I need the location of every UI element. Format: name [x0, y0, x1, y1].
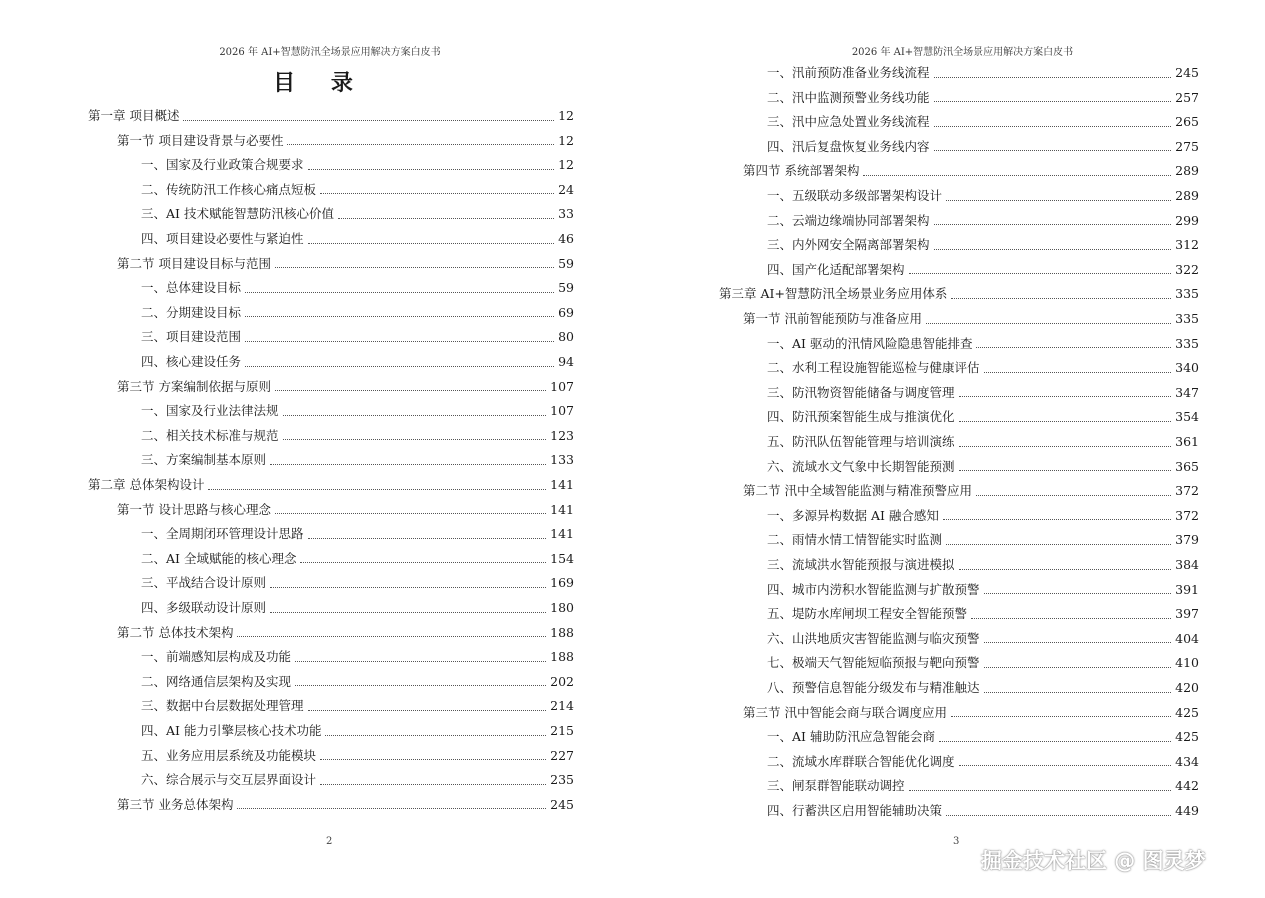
toc-entry[interactable]: [141, 426, 574, 446]
toc-entry-title: 一、国家及行业法律法规: [141, 403, 279, 419]
toc-entry-title: 三、AI 技术赋能智慧防汛核心价值: [141, 206, 334, 222]
toc-entry-title: 四、核心建设任务: [141, 354, 242, 369]
dot-leader: [934, 101, 1172, 102]
toc-entry-page: 245: [550, 796, 574, 812]
toc-entry-title: 第一节 汛前智能预防与准备应用: [743, 311, 922, 326]
toc-entry[interactable]: [117, 131, 574, 151]
toc-entry-page: 24: [558, 181, 574, 197]
toc-entry[interactable]: [767, 555, 1199, 575]
toc-entry[interactable]: [141, 401, 574, 421]
toc-entry-page: 404: [1175, 630, 1199, 646]
toc-entry-title: 第三节 汛中智能会商与联合调度应用: [743, 704, 947, 720]
dot-leader: [984, 642, 1172, 643]
toc-entry[interactable]: [141, 327, 574, 347]
toc-entry-title: 三、方案编制基本原则: [141, 452, 267, 468]
toc-entry[interactable]: [767, 88, 1199, 108]
toc-entry-page: 123: [550, 427, 574, 443]
dot-leader: [295, 661, 546, 662]
toc-entry-title: 第一节 项目建设背景与必要性: [117, 132, 284, 148]
toc-entry-page: 133: [550, 452, 574, 468]
dot-leader: [959, 470, 1172, 471]
toc-entry-title: 第三章 AI+智慧防汛全场景业务应用体系: [719, 286, 948, 302]
toc-entry-page: 347: [1175, 384, 1199, 400]
dot-leader: [951, 716, 1171, 717]
toc-entry[interactable]: [767, 727, 1199, 747]
dot-leader: [934, 150, 1172, 151]
toc-entry[interactable]: [141, 180, 574, 200]
toc-entry[interactable]: [767, 260, 1199, 280]
toc-entry-title: 三、流域洪水智能预报与演进模拟: [767, 557, 955, 572]
dot-leader: [984, 692, 1172, 693]
toc-entry[interactable]: [88, 475, 574, 495]
toc-entry[interactable]: [141, 672, 574, 692]
dot-leader: [308, 538, 547, 539]
dot-leader: [984, 667, 1172, 668]
toc-entry[interactable]: [767, 801, 1199, 821]
toc-entry[interactable]: [767, 629, 1199, 649]
toc-entry-page: 180: [550, 600, 574, 615]
toc-entry[interactable]: [141, 746, 574, 766]
watermark-text: 掘金技术社区 @ 图灵梦: [981, 849, 1206, 873]
toc-entry-page: 227: [550, 747, 574, 763]
dot-leader: [295, 685, 546, 686]
dot-leader: [984, 372, 1172, 373]
dot-leader: [863, 175, 1171, 176]
toc-entry-title: 二、云端边缘端协同部署架构: [767, 212, 930, 228]
toc-entry[interactable]: [141, 155, 574, 175]
dot-leader: [275, 390, 546, 391]
dot-leader: [934, 224, 1172, 225]
toc-entry-title: 三、平战结合设计原则: [141, 575, 267, 591]
toc-entry-title: 八、预警信息智能分级发布与精准触达: [767, 680, 980, 695]
dot-leader: [270, 612, 546, 613]
page-number: 2: [326, 836, 333, 847]
toc-entry-title: 四、行蓄洪区启用智能辅助决策: [767, 803, 943, 818]
toc-entry-page: 141: [550, 477, 574, 492]
toc-entry[interactable]: [767, 506, 1199, 526]
toc-entry[interactable]: [767, 776, 1199, 796]
toc-entry-title: 五、防汛队伍智能管理与培训演练: [767, 434, 955, 449]
toc-entry-title: 四、国产化适配部署架构: [767, 261, 905, 277]
toc-entry-page: 361: [1175, 434, 1199, 449]
toc-entry[interactable]: [141, 303, 574, 323]
toc-entry-page: 235: [550, 772, 574, 788]
dot-leader: [270, 464, 546, 465]
toc-entry-title: 七、极端天气智能短临预报与靶向预警: [767, 655, 980, 671]
toc-entry-title: 二、传统防汛工作核心痛点短板: [141, 181, 317, 197]
dot-leader: [283, 415, 547, 416]
toc-entry-page: 169: [550, 575, 574, 591]
dot-leader: [946, 200, 1171, 201]
toc-entry-title: 第三节 方案编制依据与原则: [117, 378, 271, 394]
toc-entry[interactable]: [117, 623, 574, 643]
toc-entry[interactable]: [767, 678, 1199, 698]
toc-entry-page: 312: [1175, 237, 1199, 253]
toc-entry[interactable]: [767, 235, 1199, 255]
toc-entry-title: 三、内外网安全隔离部署架构: [767, 237, 930, 253]
toc-entry-title: 一、前端感知层构成及功能: [141, 649, 292, 665]
toc-entry-title: 四、汛后复盘恢复业务线内容: [767, 138, 930, 154]
toc-entry-page: 340: [1175, 360, 1199, 376]
toc-entry[interactable]: [767, 334, 1199, 354]
page-header: 2026 年 AI+智慧防汛全场景应用解决方案白皮书: [219, 47, 441, 58]
toc-entry-page: 442: [1175, 778, 1199, 794]
toc-entry-page: 12: [558, 132, 574, 148]
dot-leader: [245, 341, 554, 342]
toc-entry-title: 四、AI 能力引擎层核心技术功能: [141, 723, 322, 738]
dot-leader: [959, 569, 1172, 570]
toc-entry-page: 299: [1175, 212, 1199, 228]
toc-entry[interactable]: [141, 770, 574, 790]
toc-entry-title: 四、多级联动设计原则: [141, 600, 267, 615]
toc-entry-title: 三、闸泵群智能联动调控: [767, 778, 905, 794]
toc-entry[interactable]: [767, 358, 1199, 378]
toc-entry[interactable]: [141, 450, 574, 470]
toc-entry-page: 384: [1175, 557, 1199, 572]
dot-leader: [934, 126, 1172, 127]
toc-entry[interactable]: [767, 432, 1199, 452]
toc-entry-page: 33: [558, 206, 574, 222]
toc-entry-page: 434: [1175, 753, 1199, 769]
toc-entry[interactable]: [767, 580, 1199, 600]
toc-entry-page: 425: [1175, 729, 1199, 745]
toc-entry[interactable]: [117, 254, 574, 274]
dot-leader: [943, 519, 1171, 520]
dot-leader: [320, 784, 546, 785]
toc-entry-title: 一、总体建设目标: [141, 280, 242, 296]
toc-entry-page: 12: [558, 157, 574, 173]
toc-entry-title: 六、流域水文气象中长期智能预测: [767, 458, 955, 474]
toc-entry[interactable]: [117, 500, 574, 520]
toc-entry[interactable]: [743, 161, 1199, 181]
toc-entry-page: 379: [1175, 532, 1199, 548]
toc-entry[interactable]: [141, 647, 574, 667]
toc-entry[interactable]: [767, 63, 1199, 83]
dot-leader: [308, 710, 547, 711]
toc-entry-page: 188: [550, 624, 574, 640]
dot-leader: [308, 243, 555, 244]
dot-leader: [971, 618, 1171, 619]
toc-entry-title: 第一节 设计思路与核心理念: [117, 501, 271, 517]
toc-entry[interactable]: [767, 407, 1199, 427]
toc-entry-page: 410: [1175, 655, 1199, 671]
toc-entry-page: 265: [1175, 114, 1199, 130]
toc-entry-title: 五、堤防水库闸坝工程安全智能预警: [767, 606, 968, 622]
dot-leader: [245, 316, 554, 317]
dot-leader: [237, 808, 546, 809]
dot-leader: [959, 421, 1172, 422]
page-number: 3: [953, 836, 960, 847]
dot-leader: [245, 292, 554, 293]
dot-leader: [308, 169, 555, 170]
toc-entry[interactable]: [767, 137, 1199, 157]
toc-entry-page: 322: [1175, 261, 1199, 277]
toc-entry-page: 391: [1175, 581, 1199, 597]
toc-entry-page: 94: [558, 354, 574, 369]
toc-entry-page: 289: [1175, 163, 1199, 179]
toc-entry-title: 二、网络通信层架构及实现: [141, 673, 292, 689]
toc-entry[interactable]: [141, 721, 574, 741]
toc-entry-title: 二、汛中监测预警业务线功能: [767, 89, 930, 105]
toc-entry[interactable]: [767, 211, 1199, 231]
dot-leader: [287, 144, 554, 145]
toc-entry-page: 59: [558, 255, 574, 271]
dot-leader: [984, 593, 1172, 594]
toc-entry-page: 420: [1175, 680, 1199, 695]
toc-entry-title: 第三节 业务总体架构: [117, 796, 234, 812]
toc-entry-page: 59: [558, 280, 574, 296]
toc-entry[interactable]: [117, 795, 574, 815]
toc-entry-page: 46: [558, 231, 574, 246]
toc-entry[interactable]: [767, 112, 1199, 132]
toc-entry-page: 335: [1175, 335, 1199, 351]
toc-entry-title: 三、项目建设范围: [141, 329, 242, 345]
toc-entry-page: 202: [550, 673, 574, 689]
toc-entry-page: 69: [558, 304, 574, 320]
toc-entry[interactable]: [743, 309, 1199, 329]
toc-entry[interactable]: [88, 106, 574, 126]
toc-entry[interactable]: [141, 229, 574, 249]
toc-entry[interactable]: [141, 352, 574, 372]
toc-entry-page: 188: [550, 649, 574, 665]
toc-entry-page: 335: [1175, 311, 1199, 326]
toc-entry[interactable]: [719, 284, 1199, 304]
toc-entry[interactable]: [141, 696, 574, 716]
dot-leader: [934, 249, 1172, 250]
dot-leader: [959, 396, 1172, 397]
toc-entry-page: 275: [1175, 138, 1199, 154]
toc-entry[interactable]: [767, 457, 1199, 477]
toc-entry-page: 365: [1175, 458, 1199, 474]
dot-leader: [959, 765, 1172, 766]
toc-entry-title: 一、全周期闭环管理设计思路: [141, 526, 304, 542]
toc-entry-title: 第二章 总体架构设计: [88, 477, 205, 492]
dot-leader: [338, 218, 554, 219]
toc-entry-title: 第二节 汛中全域智能监测与精准预警应用: [743, 483, 972, 499]
toc-entry[interactable]: [141, 549, 574, 569]
toc-entry-page: 154: [550, 550, 574, 566]
toc-entry-page: 245: [1175, 65, 1199, 80]
dot-leader: [275, 513, 546, 514]
toc-entry-title: 一、AI 辅助防汛应急智能会商: [767, 729, 935, 745]
toc-entry-title: 一、汛前预防准备业务线流程: [767, 65, 930, 80]
dot-leader: [237, 636, 546, 637]
dot-leader: [270, 587, 546, 588]
toc-entry-title: 第二节 项目建设目标与范围: [117, 255, 271, 271]
dot-leader: [909, 273, 1172, 274]
dot-leader: [320, 193, 554, 194]
toc-entry-page: 372: [1175, 507, 1199, 523]
toc-entry[interactable]: [141, 598, 574, 618]
toc-entry-title: 二、水利工程设施智能巡检与健康评估: [767, 360, 980, 376]
toc-entry-title: 二、AI 全域赋能的核心理念: [141, 550, 297, 566]
toc-entry-page: 141: [550, 501, 574, 517]
dot-leader: [959, 446, 1172, 447]
toc-entry-page: 449: [1175, 803, 1199, 818]
toc-entry-title: 三、防汛物资智能储备与调度管理: [767, 384, 955, 400]
toc-entry-page: 397: [1175, 606, 1199, 622]
toc-entry[interactable]: [767, 604, 1199, 624]
toc-entry-page: 12: [558, 108, 574, 123]
toc-entry-page: 354: [1175, 409, 1199, 425]
dot-leader: [946, 544, 1171, 545]
toc-entry[interactable]: [117, 377, 574, 397]
toc-entry-title: 一、AI 驱动的汛情风险隐患智能排查: [767, 335, 973, 351]
right-page: [640, 0, 1265, 898]
toc-entry-title: 四、防汛预案智能生成与推演优化: [767, 409, 955, 425]
toc-entry-title: 五、业务应用层系统及功能模块: [141, 747, 317, 763]
toc-entry[interactable]: [141, 573, 574, 593]
toc-entry-page: 215: [550, 723, 574, 738]
toc-entry[interactable]: [743, 703, 1199, 723]
toc-entry-title: 四、项目建设必要性与紧迫性: [141, 231, 304, 246]
dot-leader: [320, 759, 546, 760]
toc-entry-title: 二、雨情水情工情智能实时监测: [767, 532, 943, 548]
toc-entry-title: 第一章 项目概述: [88, 108, 180, 123]
toc-entry-title: 二、分期建设目标: [141, 304, 242, 320]
dot-leader: [909, 790, 1172, 791]
toc-entry-title: 六、山洪地质灾害智能监测与临灾预警: [767, 630, 980, 646]
dot-leader: [245, 366, 554, 367]
dot-leader: [946, 815, 1171, 816]
toc-entry-title: 六、综合展示与交互层界面设计: [141, 772, 317, 788]
left-page: [0, 0, 620, 898]
toc-entry[interactable]: [141, 524, 574, 544]
dot-leader: [939, 741, 1171, 742]
toc-entry[interactable]: [767, 186, 1199, 206]
toc-entry-title: 二、流域水库群联合智能优化调度: [767, 753, 955, 769]
toc-entry-title: 第四节 系统部署架构: [743, 163, 860, 179]
toc-entry[interactable]: [767, 752, 1199, 772]
toc-entry-title: 三、数据中台层数据处理管理: [141, 698, 304, 714]
toc-entry-title: 四、城市内涝积水智能监测与扩散预警: [767, 581, 980, 597]
toc-entry[interactable]: [767, 653, 1199, 673]
toc-title: 目 录: [273, 70, 367, 96]
toc-entry-page: 141: [550, 526, 574, 542]
toc-entry[interactable]: [743, 481, 1199, 501]
toc-entry-title: 第二节 总体技术架构: [117, 624, 234, 640]
toc-entry-title: 一、五级联动多级部署架构设计: [767, 188, 943, 203]
toc-entry-title: 二、相关技术标准与规范: [141, 427, 279, 443]
dot-leader: [951, 298, 1171, 299]
toc-entry-page: 80: [558, 329, 574, 345]
dot-leader: [275, 267, 554, 268]
toc-entry-page: 372: [1175, 483, 1199, 499]
dot-leader: [208, 489, 546, 490]
dot-leader: [325, 735, 546, 736]
toc-entry-page: 289: [1175, 188, 1199, 203]
toc-entry-page: 107: [550, 403, 574, 419]
dot-leader: [926, 323, 1171, 324]
dot-leader: [976, 347, 1171, 348]
page-header: 2026 年 AI+智慧防汛全场景应用解决方案白皮书: [851, 47, 1074, 58]
toc-entry[interactable]: [767, 383, 1199, 403]
toc-entry-title: 三、汛中应急处置业务线流程: [767, 114, 930, 130]
toc-entry-title: 一、国家及行业政策合规要求: [141, 157, 304, 173]
toc-entry-page: 107: [550, 378, 574, 394]
toc-entry[interactable]: [767, 530, 1199, 550]
toc-entry-title: 一、多源异构数据 AI 融合感知: [767, 507, 939, 523]
toc-entry-page: 335: [1175, 286, 1199, 302]
toc-entry-page: 425: [1175, 704, 1199, 720]
toc-entry-page: 257: [1175, 89, 1199, 105]
dot-leader: [934, 77, 1172, 78]
dot-leader: [300, 562, 546, 563]
toc-entry-page: 214: [550, 698, 574, 714]
dot-leader: [183, 120, 554, 121]
dot-leader: [976, 495, 1171, 496]
toc-entry[interactable]: [141, 278, 574, 298]
toc-entry[interactable]: [141, 204, 574, 224]
dot-leader: [283, 439, 547, 440]
